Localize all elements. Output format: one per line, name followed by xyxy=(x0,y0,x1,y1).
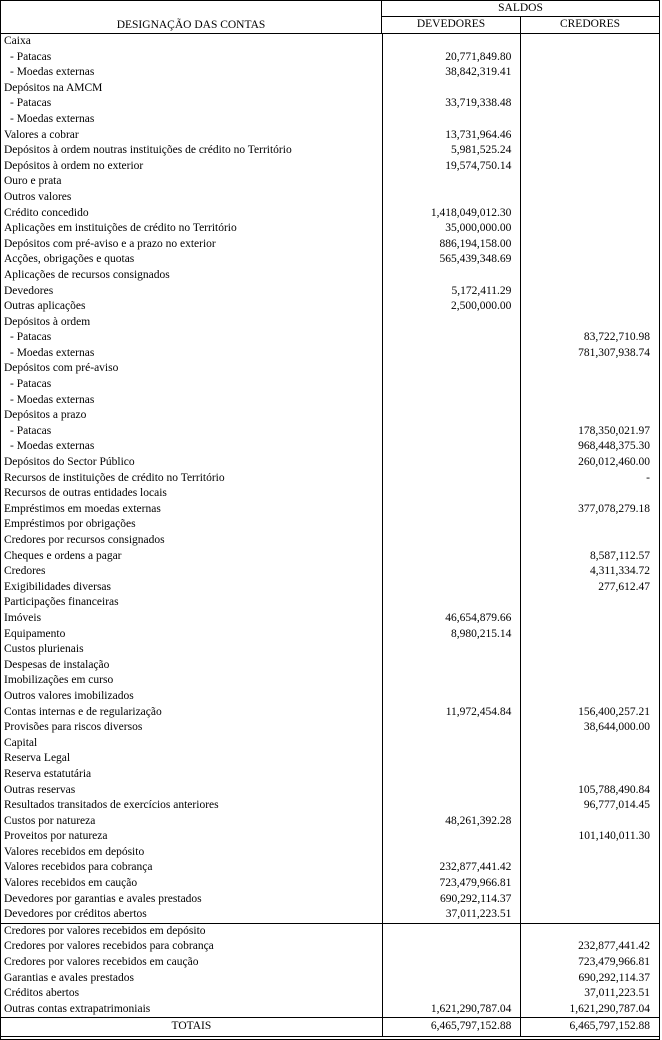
credores-value: 4,311,334.72 xyxy=(590,565,650,578)
account-label: Empréstimos por obrigações xyxy=(1,517,383,533)
account-label: Participações financeiras xyxy=(1,595,383,611)
account-label: - Patacas xyxy=(1,424,383,440)
table-row xyxy=(1,642,659,658)
credores-value xyxy=(521,860,659,876)
credores-value xyxy=(521,50,659,66)
credores-value xyxy=(521,611,659,627)
credores-value xyxy=(521,159,659,175)
table-row xyxy=(1,143,659,159)
devedores-value: 20,771,849.80 xyxy=(383,50,522,66)
credores-value xyxy=(521,892,659,908)
table-row xyxy=(1,783,659,799)
table-row xyxy=(1,751,659,767)
table-row xyxy=(1,860,659,876)
credores-value xyxy=(521,627,659,643)
account-label: Custos plurienais xyxy=(1,642,383,658)
credores-value: 8,587,112.57 xyxy=(590,549,650,562)
table-row xyxy=(1,986,659,1002)
table-row xyxy=(1,159,659,175)
devedores-value xyxy=(383,377,522,393)
credores-value xyxy=(521,252,659,268)
credores-value: 105,788,490.84 xyxy=(578,783,650,796)
devedores-value xyxy=(383,829,522,845)
table-row xyxy=(1,81,659,97)
account-label: Equipamento xyxy=(1,627,383,643)
saldos-subheaders xyxy=(382,17,659,33)
table-row xyxy=(1,424,659,440)
devedores-value xyxy=(383,939,522,955)
credores-value xyxy=(521,673,659,689)
devedores-value xyxy=(383,408,522,424)
credores-value xyxy=(521,143,659,159)
table-row xyxy=(1,876,659,892)
table-row xyxy=(1,34,659,50)
account-label: Ouro e prata xyxy=(1,174,383,190)
account-label: Valores recebidos para cobrança xyxy=(1,860,383,876)
devedores-value xyxy=(383,455,522,471)
account-label: Aplicações em instituições de crédito no Território xyxy=(1,221,383,237)
table-header xyxy=(1,1,659,34)
credores-value: 101,140,011.30 xyxy=(578,830,650,843)
table-row xyxy=(1,112,659,128)
devedores-value xyxy=(383,330,522,346)
table-row xyxy=(1,315,659,331)
account-label: - Moedas externas xyxy=(1,393,383,409)
devedores-value: 1,418,049,012.30 xyxy=(383,206,522,222)
table-row xyxy=(1,361,659,377)
account-label: - Patacas xyxy=(1,50,383,66)
credores-value xyxy=(521,299,659,315)
table-row xyxy=(1,471,659,487)
devedores-value xyxy=(383,81,522,97)
account-label: Caixa xyxy=(1,34,383,50)
table-row xyxy=(1,65,659,81)
account-label: Valores recebidos em caução xyxy=(1,876,383,892)
table-row xyxy=(1,346,659,362)
table-row xyxy=(1,798,659,814)
devedores-value xyxy=(383,393,522,409)
credores-value xyxy=(521,65,659,81)
table-row xyxy=(1,377,659,393)
devedores-value: 37,011,223.51 xyxy=(383,907,522,923)
table-row xyxy=(1,1002,659,1018)
devedores-value xyxy=(383,736,522,752)
devedores-value: 13,731,964.46 xyxy=(383,128,522,144)
account-label: - Moedas externas xyxy=(1,346,383,362)
account-label: Aplicações de recursos consignados xyxy=(1,268,383,284)
account-label: Outras reservas xyxy=(1,783,383,799)
account-label: Reserva Legal xyxy=(1,751,383,767)
credores-value xyxy=(521,408,659,424)
account-label: Capital xyxy=(1,736,383,752)
credores-value xyxy=(521,268,659,284)
table-row xyxy=(1,330,659,346)
account-label: Credores por recursos consignados xyxy=(1,533,383,549)
account-label: Valores a cobrar xyxy=(1,128,383,144)
account-label: Depósitos do Sector Público xyxy=(1,455,383,471)
account-label: Resultados transitados de exercícios anteriores xyxy=(1,798,383,814)
devedores-value xyxy=(383,955,522,971)
devedores-value xyxy=(383,783,522,799)
credores-value xyxy=(521,393,659,409)
credores-value xyxy=(521,284,659,300)
table-row xyxy=(1,829,659,845)
credores-value xyxy=(521,907,659,923)
devedores-value xyxy=(383,673,522,689)
credores-value: 377,078,279.18 xyxy=(578,502,650,515)
devedores-value: 11,972,454.84 xyxy=(383,705,522,721)
account-label: Despesas de instalação xyxy=(1,658,383,674)
devedores-value: 46,654,879.66 xyxy=(383,611,522,627)
credores-value: - xyxy=(646,471,650,484)
credores-value xyxy=(521,736,659,752)
credores-value xyxy=(521,767,659,783)
account-label: Imóveis xyxy=(1,611,383,627)
credores-value xyxy=(521,96,659,112)
table-row xyxy=(1,174,659,190)
totals-credores-value: 6,465,797,152.88 xyxy=(569,1020,650,1033)
table-row xyxy=(1,907,659,923)
account-label: Valores recebidos em depósito xyxy=(1,845,383,861)
credores-value xyxy=(521,595,659,611)
credores-value xyxy=(521,377,659,393)
table-row xyxy=(1,486,659,502)
table-row xyxy=(1,814,659,830)
credores-value xyxy=(521,924,659,940)
table-row xyxy=(1,206,659,222)
credores-value: 178,350,021.97 xyxy=(578,424,650,437)
devedores-value xyxy=(383,112,522,128)
credores-value xyxy=(521,34,659,50)
table-row xyxy=(1,845,659,861)
devedores-value: 48,261,392.28 xyxy=(383,814,522,830)
table-row xyxy=(1,284,659,300)
account-label: Crédito concedido xyxy=(1,206,383,222)
table-row xyxy=(1,502,659,518)
account-label: Depósitos a prazo xyxy=(1,408,383,424)
account-label: Depósitos na AMCM xyxy=(1,81,383,97)
credores-value: 1,621,290,787.04 xyxy=(569,1002,650,1015)
account-label: Depósitos com pré-aviso e a prazo no exterior xyxy=(1,237,383,253)
account-label: - Moedas externas xyxy=(1,65,383,81)
table-row xyxy=(1,658,659,674)
account-label: Outros valores xyxy=(1,190,383,206)
account-label: Reserva estatutária xyxy=(1,767,383,783)
table-row xyxy=(1,252,659,268)
account-label: Proveitos por natureza xyxy=(1,829,383,845)
column-header-credores: CREDORES xyxy=(559,18,621,30)
table-row xyxy=(1,268,659,284)
table-row xyxy=(1,611,659,627)
devedores-value xyxy=(383,439,522,455)
devedores-value xyxy=(383,190,522,206)
devedores-value xyxy=(383,533,522,549)
credores-value: 723,479,966.81 xyxy=(578,956,650,969)
table-row xyxy=(1,455,659,471)
account-label: Devedores por garantias e avales prestados xyxy=(1,892,383,908)
table-row xyxy=(1,533,659,549)
devedores-value xyxy=(383,767,522,783)
account-label: Depósitos com pré-aviso xyxy=(1,361,383,377)
devedores-value: 38,842,319.41 xyxy=(383,65,522,81)
devedores-value xyxy=(383,845,522,861)
account-label: Depósitos à ordem noutras instituições de crédito no Território xyxy=(1,143,383,159)
table-row xyxy=(1,96,659,112)
table-row xyxy=(1,237,659,253)
account-label: Imobilizações em curso xyxy=(1,673,383,689)
table-row xyxy=(1,299,659,315)
devedores-value xyxy=(383,658,522,674)
devedores-value xyxy=(383,751,522,767)
account-label: - Patacas xyxy=(1,377,383,393)
devedores-value xyxy=(383,34,522,50)
table-row xyxy=(1,720,659,736)
devedores-value xyxy=(383,346,522,362)
devedores-value xyxy=(383,268,522,284)
table-row xyxy=(1,955,659,971)
table-row xyxy=(1,517,659,533)
credores-value xyxy=(521,221,659,237)
table-row xyxy=(1,939,659,955)
devedores-value: 19,574,750.14 xyxy=(383,159,522,175)
devedores-value: 5,981,525.24 xyxy=(383,143,522,159)
table-row xyxy=(1,439,659,455)
account-label: - Moedas externas xyxy=(1,112,383,128)
account-label: Empréstimos em moedas externas xyxy=(1,502,383,518)
credores-value: 83,722,710.98 xyxy=(583,331,650,344)
credores-value: 38,644,000.00 xyxy=(583,721,650,734)
devedores-value xyxy=(383,502,522,518)
devedores-value xyxy=(383,315,522,331)
devedores-value xyxy=(383,798,522,814)
devedores-value xyxy=(383,361,522,377)
account-label: Depósitos à ordem no exterior xyxy=(1,159,383,175)
table-row xyxy=(1,50,659,66)
account-label: Créditos abertos xyxy=(1,986,383,1002)
devedores-value xyxy=(383,971,522,987)
credores-value: 277,612.47 xyxy=(598,580,650,593)
table-row xyxy=(1,393,659,409)
table-body xyxy=(1,34,659,1017)
devedores-value xyxy=(383,517,522,533)
devedores-value: 565,439,348.69 xyxy=(383,252,522,268)
table-row xyxy=(1,190,659,206)
table-row xyxy=(1,892,659,908)
credores-value: 260,012,460.00 xyxy=(578,456,650,469)
table-row xyxy=(1,736,659,752)
account-label: Cheques e ordens a pagar xyxy=(1,549,383,565)
devedores-value xyxy=(383,174,522,190)
devedores-value: 1,621,290,787.04 xyxy=(383,1002,522,1018)
credores-value xyxy=(521,315,659,331)
table-row xyxy=(1,971,659,987)
devedores-value xyxy=(383,564,522,580)
account-label: Recursos de instituições de crédito no Território xyxy=(1,471,383,487)
table-row xyxy=(1,595,659,611)
totals-row xyxy=(1,1017,659,1037)
devedores-value: 33,719,338.48 xyxy=(383,96,522,112)
account-label: - Moedas externas xyxy=(1,439,383,455)
credores-value xyxy=(521,814,659,830)
account-label: - Patacas xyxy=(1,330,383,346)
devedores-value xyxy=(383,924,522,940)
account-label: Credores por valores recebidos em depósito xyxy=(1,924,383,940)
devedores-value xyxy=(383,471,522,487)
table-row xyxy=(1,128,659,144)
credores-value xyxy=(521,128,659,144)
credores-value: 156,400,257.21 xyxy=(578,705,650,718)
devedores-value xyxy=(383,642,522,658)
saldos-header-group xyxy=(382,1,659,33)
devedores-value xyxy=(383,720,522,736)
table-row xyxy=(1,564,659,580)
devedores-value: 232,877,441.42 xyxy=(383,860,522,876)
credores-value xyxy=(521,237,659,253)
devedores-value xyxy=(383,986,522,1002)
devedores-value: 5,172,411.29 xyxy=(383,284,522,300)
devedores-value: 35,000,000.00 xyxy=(383,221,522,237)
credores-value: 690,292,114.37 xyxy=(578,971,650,984)
account-label: Credores por valores recebidos em caução xyxy=(1,955,383,971)
credores-value xyxy=(521,112,659,128)
totals-devedores-value: 6,465,797,152.88 xyxy=(383,1018,522,1036)
devedores-value xyxy=(383,689,522,705)
account-label: Credores xyxy=(1,564,383,580)
credores-value: 37,011,223.51 xyxy=(584,987,650,1000)
totals-label: TOTAIS xyxy=(1,1018,383,1036)
account-label: Outros valores imobilizados xyxy=(1,689,383,705)
devedores-value xyxy=(383,486,522,502)
table-row xyxy=(1,221,659,237)
account-label: Credores por valores recebidos para cobrança xyxy=(1,939,383,955)
table-row xyxy=(1,549,659,565)
credores-value: 968,448,375.30 xyxy=(578,440,650,453)
devedores-value: 886,194,158.00 xyxy=(383,237,522,253)
devedores-value: 690,292,114.37 xyxy=(383,892,522,908)
credores-value: 96,777,014.45 xyxy=(583,799,650,812)
account-label: Devedores por créditos abertos xyxy=(1,907,383,923)
designacao-label: DESIGNAÇÃO DAS CONTAS xyxy=(116,19,266,31)
table-row xyxy=(1,923,659,940)
table-row xyxy=(1,767,659,783)
table-row xyxy=(1,673,659,689)
credores-value xyxy=(521,190,659,206)
account-label: Contas internas e de regularização xyxy=(1,705,383,721)
credores-value: 232,877,441.42 xyxy=(578,940,650,953)
account-label: Outras aplicações xyxy=(1,299,383,315)
account-label: Garantias e avales prestados xyxy=(1,971,383,987)
account-label: Outras contas extrapatrimoniais xyxy=(1,1002,383,1018)
credores-value xyxy=(521,206,659,222)
saldos-label: SALDOS xyxy=(382,1,659,17)
credores-value xyxy=(521,361,659,377)
account-label: Recursos de outras entidades locais xyxy=(1,486,383,502)
account-label: Custos por natureza xyxy=(1,814,383,830)
account-label: Depósitos à ordem xyxy=(1,315,383,331)
credores-value xyxy=(521,486,659,502)
table-row xyxy=(1,580,659,596)
credores-value xyxy=(521,642,659,658)
credores-value xyxy=(521,751,659,767)
table-row xyxy=(1,627,659,643)
credores-value: 781,307,938.74 xyxy=(578,346,650,359)
credores-value xyxy=(521,845,659,861)
table-row xyxy=(1,689,659,705)
devedores-value xyxy=(383,580,522,596)
devedores-value: 723,479,966.81 xyxy=(383,876,522,892)
credores-value xyxy=(521,533,659,549)
devedores-value xyxy=(383,549,522,565)
account-label: Provisões para riscos diversos xyxy=(1,720,383,736)
account-label: Acções, obrigações e quotas xyxy=(1,252,383,268)
column-header-designacao xyxy=(1,1,382,33)
devedores-value: 8,980,215.14 xyxy=(383,627,522,643)
table-row xyxy=(1,705,659,721)
column-header-devedores: DEVEDORES xyxy=(382,17,521,33)
account-label: Devedores xyxy=(1,284,383,300)
account-label: - Patacas xyxy=(1,96,383,112)
credores-value xyxy=(521,174,659,190)
credores-value xyxy=(521,658,659,674)
credores-value xyxy=(521,517,659,533)
devedores-value: 2,500,000.00 xyxy=(383,299,522,315)
credores-value xyxy=(521,689,659,705)
table-row xyxy=(1,408,659,424)
devedores-value xyxy=(383,424,522,440)
credores-value xyxy=(521,81,659,97)
account-label: Exigibilidades diversas xyxy=(1,580,383,596)
credores-value xyxy=(521,876,659,892)
devedores-value xyxy=(383,595,522,611)
